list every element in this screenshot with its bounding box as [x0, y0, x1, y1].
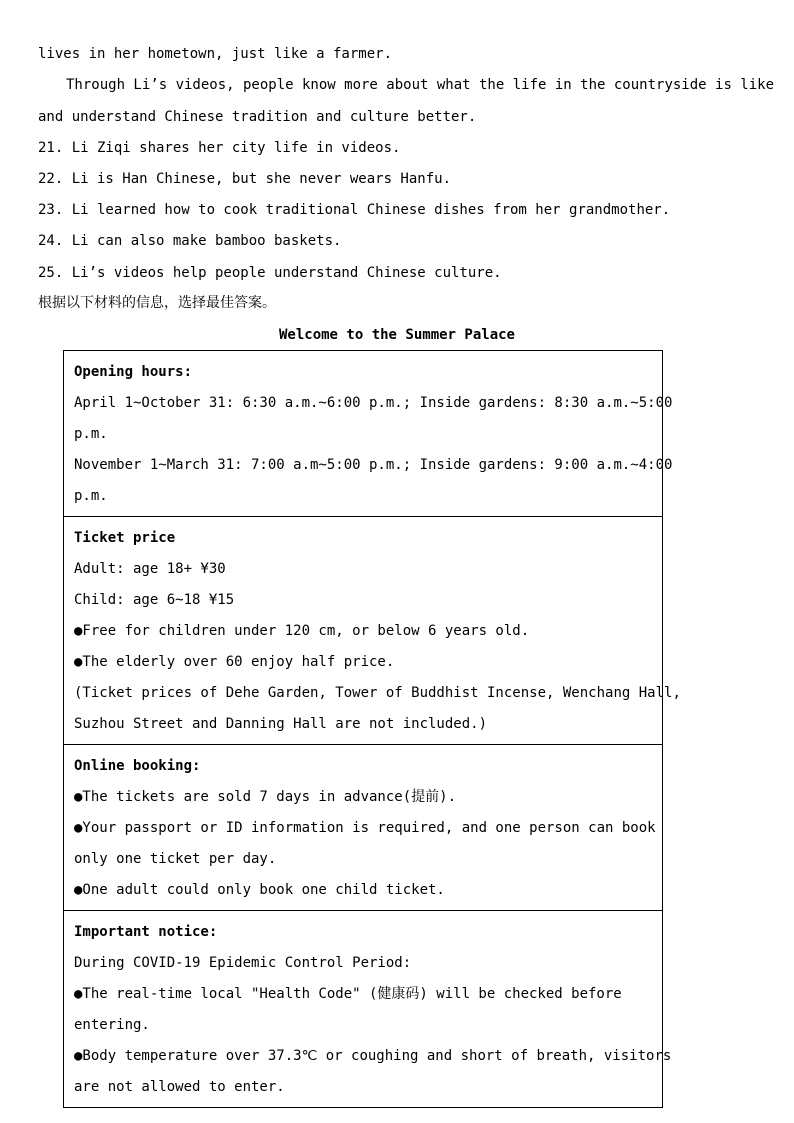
booking-advance: ●The tickets are sold 7 days in advance(提前).: [74, 789, 457, 805]
important-notice-heading: Important notice:: [74, 924, 218, 940]
ticket-price-heading: Ticket price: [74, 530, 176, 546]
important-temperature-cont: are not allowed to enter.: [74, 1079, 285, 1095]
important-temperature: ●Body temperature over 37.3℃ or coughing and short of breath, visitors: [74, 1048, 672, 1064]
ticket-price-section: [64, 516, 681, 744]
passage-line-1: lives in her hometown, just like a farmer.: [38, 46, 393, 62]
question-24: 24. Li can also make bamboo baskets.: [38, 233, 342, 249]
opening-row-winter: November 1~March 31: 7:00 a.m~5:00 p.m.; Inside gardens: 9:00 a.m.~4:00: [74, 457, 673, 473]
ticket-child: Child: age 6~18 ¥15: [74, 592, 235, 608]
opening-row-summer-cont: p.m.: [74, 426, 108, 442]
question-25: 25. Li’s videos help people understand Chinese culture.: [38, 265, 502, 281]
opening-row-winter-cont: p.m.: [74, 488, 108, 504]
section-instruction: 根据以下材料的信息，选择最佳答案。: [38, 295, 276, 311]
question-21: 21. Li Ziqi shares her city life in videos.: [38, 140, 401, 156]
ticket-adult: Adult: age 18+ ¥30: [74, 561, 226, 577]
online-booking-heading: Online booking:: [74, 758, 201, 774]
important-health-code-cont: entering.: [74, 1017, 150, 1033]
opening-row-summer: April 1~October 31: 6:30 a.m.~6:00 p.m.; Inside gardens: 8:30 a.m.~5:00: [74, 395, 673, 411]
ticket-note-cont: Suzhou Street and Danning Hall are not included.): [74, 716, 488, 732]
passage-line-2: Through Li’s videos, people know more about what the life in the countryside is like: [66, 77, 775, 93]
online-booking-section: [64, 744, 662, 910]
passage-line-3: and understand Chinese tradition and culture better.: [38, 109, 477, 125]
ticket-note: (Ticket prices of Dehe Garden, Tower of Buddhist Incense, Wenchang Hall,: [74, 685, 681, 701]
ticket-elderly: ●The elderly over 60 enjoy half price.: [74, 654, 395, 670]
booking-child: ●One adult could only book one child ticket.: [74, 882, 445, 898]
opening-hours-heading: Opening hours:: [74, 364, 193, 380]
notice-table: [63, 350, 681, 1108]
important-notice-section: [64, 910, 672, 1107]
ticket-free: ●Free for children under 120 cm, or below 6 years old.: [74, 623, 530, 639]
notice-title: Welcome to the Summer Palace: [278, 327, 515, 343]
booking-id: ●Your passport or ID information is required, and one person can book: [74, 820, 656, 836]
opening-hours-section: [64, 351, 673, 516]
important-intro: During COVID-19 Epidemic Control Period:: [74, 955, 412, 971]
important-health-code: ●The real-time local "Health Code" (健康码) will be checked before: [74, 986, 622, 1002]
booking-id-cont: only one ticket per day.: [74, 851, 277, 867]
question-23: 23. Li learned how to cook traditional Chinese dishes from her grandmother.: [38, 202, 671, 218]
question-22: 22. Li is Han Chinese, but she never wears Hanfu.: [38, 171, 452, 187]
